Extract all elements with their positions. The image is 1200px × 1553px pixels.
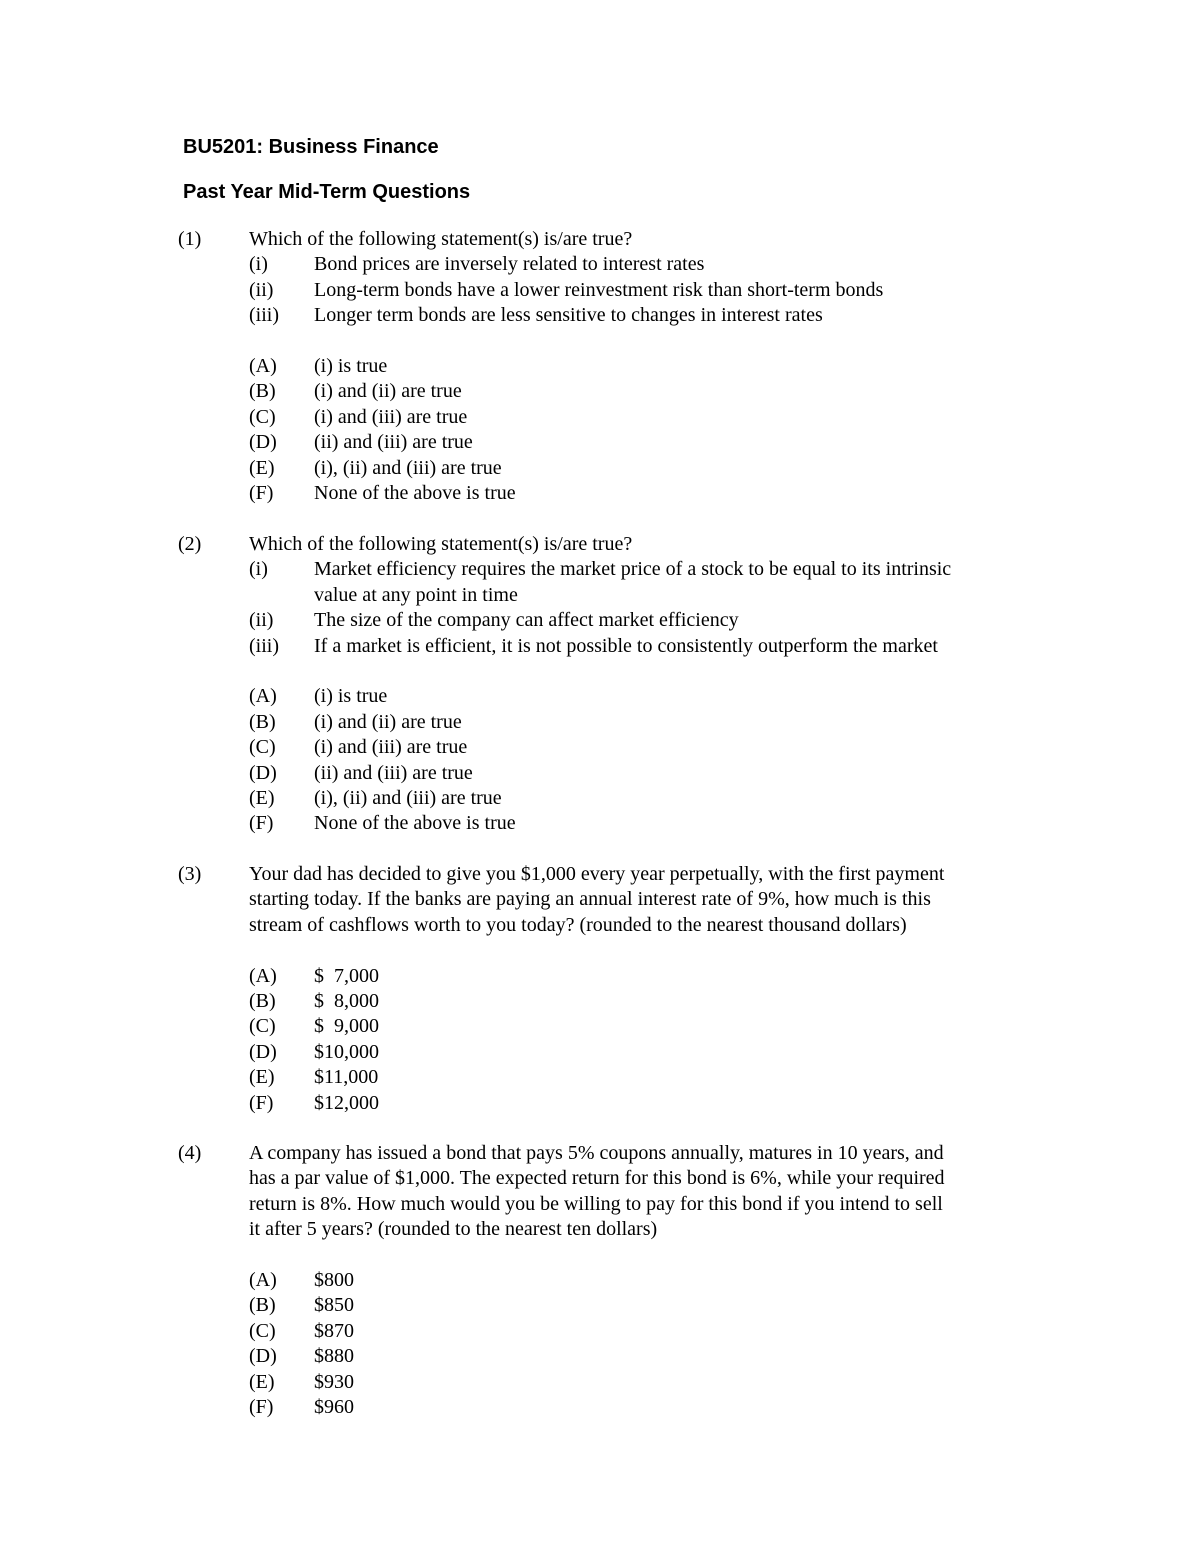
option-text: $870 — [314, 1319, 354, 1342]
answer-option — [0, 786, 1200, 811]
question-text-row — [0, 1192, 1200, 1217]
question-text: return is 8%. How much would you be willing to pay for this bond if you intend to sell — [249, 1192, 943, 1215]
option-text: $ 8,000 — [314, 989, 379, 1012]
section-title: Past Year Mid-Term Questions — [183, 181, 471, 203]
option-text: (ii) and (iii) are true — [314, 761, 473, 784]
statement-row — [0, 303, 1200, 328]
option-label: (B) — [249, 989, 276, 1012]
statement-label: (i) — [249, 253, 268, 276]
question-number: (1) — [178, 228, 202, 250]
spacer — [0, 329, 1200, 354]
statement-text: If a market is efficient, it is not possible to consistently outperform the market — [314, 634, 938, 657]
answer-option — [0, 735, 1200, 760]
option-label: (E) — [249, 456, 275, 479]
answer-option — [0, 1014, 1200, 1039]
option-label: (B) — [249, 1294, 276, 1317]
spacer — [0, 938, 1200, 963]
answer-option — [0, 989, 1200, 1014]
option-text: (ii) and (iii) are true — [314, 431, 473, 454]
statement-label: (iii) — [249, 634, 279, 657]
question-1 — [0, 227, 1200, 506]
option-label: (D) — [249, 761, 277, 784]
option-label: (D) — [249, 431, 277, 454]
option-label: (E) — [249, 1066, 275, 1089]
answer-option — [0, 405, 1200, 430]
option-text: $800 — [314, 1268, 354, 1291]
option-text: None of the above is true — [314, 812, 516, 835]
option-text: $10,000 — [314, 1040, 379, 1063]
statement-text: Longer term bonds are less sensitive to changes in interest rates — [314, 304, 823, 327]
answer-option — [0, 1091, 1200, 1116]
option-label: (C) — [249, 1015, 276, 1038]
statement-row — [0, 583, 1200, 608]
question-number: (3) — [178, 863, 202, 885]
option-label: (E) — [249, 786, 275, 809]
option-label: (A) — [249, 964, 277, 987]
option-text: $880 — [314, 1345, 354, 1368]
question-text: Which of the following statement(s) is/are true? — [249, 533, 633, 555]
option-text: (i) is true — [314, 685, 388, 708]
option-label: (F) — [249, 1091, 274, 1114]
option-text: $ 7,000 — [314, 964, 379, 987]
answer-option — [0, 1268, 1200, 1293]
option-label: (C) — [249, 405, 276, 428]
option-text: $930 — [314, 1370, 354, 1393]
question-text-row — [0, 1141, 1200, 1166]
answer-option — [0, 456, 1200, 481]
option-text: (i) and (iii) are true — [314, 405, 468, 428]
answer-option — [0, 1293, 1200, 1318]
option-label: (B) — [249, 710, 276, 733]
option-text: (i), (ii) and (iii) are true — [314, 456, 502, 479]
question-text-row — [0, 532, 1200, 557]
question-text-row — [0, 862, 1200, 887]
statement-text: Long-term bonds have a lower reinvestment risk than short-term bonds — [314, 278, 884, 301]
answer-option — [0, 710, 1200, 735]
statement-label: (ii) — [249, 609, 274, 632]
spacer — [0, 659, 1200, 684]
answer-option — [0, 684, 1200, 709]
question-text-row — [0, 1166, 1200, 1191]
option-label: (F) — [249, 812, 274, 835]
question-text-row — [0, 1217, 1200, 1242]
question-text: A company has issued a bond that pays 5% coupons annually, matures in 10 years, and — [249, 1142, 944, 1164]
option-label: (C) — [249, 736, 276, 759]
statement-row — [0, 252, 1200, 277]
question-2 — [0, 532, 1200, 837]
option-label: (D) — [249, 1345, 277, 1368]
answer-option — [0, 481, 1200, 506]
statement-text: Bond prices are inversely related to interest rates — [314, 253, 705, 276]
option-label: (A) — [249, 354, 277, 377]
question-text: starting today. If the banks are paying an annual interest rate of 9%, how much is this — [249, 888, 931, 911]
question-text: Your dad has decided to give you $1,000 every year perpetually, with the first payment — [249, 863, 945, 885]
answer-option — [0, 430, 1200, 455]
question-number: (2) — [178, 533, 202, 555]
option-label: (D) — [249, 1040, 277, 1063]
question-text-row — [0, 227, 1200, 252]
option-label: (A) — [249, 1268, 277, 1291]
answer-option — [0, 761, 1200, 786]
option-text: $12,000 — [314, 1091, 379, 1114]
statement-row — [0, 557, 1200, 582]
question-text: it after 5 years? (rounded to the nearest ten dollars) — [249, 1218, 658, 1241]
statement-text: value at any point in time — [314, 583, 518, 606]
option-label: (B) — [249, 380, 276, 403]
answer-option — [0, 1395, 1200, 1420]
statement-label: (iii) — [249, 304, 279, 327]
question-4 — [0, 1141, 1200, 1420]
statement-row — [0, 608, 1200, 633]
statement-label: (i) — [249, 558, 268, 581]
answer-option — [0, 811, 1200, 836]
answer-option — [0, 354, 1200, 379]
option-text: (i) and (ii) are true — [314, 710, 462, 733]
option-text: None of the above is true — [314, 481, 516, 504]
question-text-row — [0, 913, 1200, 938]
statement-row — [0, 278, 1200, 303]
answer-option — [0, 1065, 1200, 1090]
option-label: (A) — [249, 685, 277, 708]
option-text: $ 9,000 — [314, 1015, 379, 1038]
option-text: $11,000 — [314, 1066, 379, 1089]
statement-row — [0, 634, 1200, 659]
question-number: (4) — [178, 1142, 202, 1164]
question-text: stream of cashflows worth to you today? (rounded to the nearest thousand dollars) — [249, 913, 907, 936]
statement-text: Market efficiency requires the market price of a stock to be equal to its intrinsic — [314, 558, 952, 581]
answer-option — [0, 1344, 1200, 1369]
question-text: Which of the following statement(s) is/are true? — [249, 228, 633, 250]
option-text: (i) and (iii) are true — [314, 736, 468, 759]
option-text: $850 — [314, 1294, 354, 1317]
answer-option — [0, 1319, 1200, 1344]
option-label: (E) — [249, 1370, 275, 1393]
answer-option — [0, 964, 1200, 989]
course-title: BU5201: Business Finance — [183, 136, 439, 158]
answer-option — [0, 1040, 1200, 1065]
spacer — [0, 1243, 1200, 1268]
option-label: (C) — [249, 1319, 276, 1342]
option-text: (i), (ii) and (iii) are true — [314, 786, 502, 809]
option-text: (i) is true — [314, 354, 388, 377]
option-text: $960 — [314, 1395, 354, 1418]
option-label: (F) — [249, 1395, 274, 1418]
question-3 — [0, 862, 1200, 1116]
statement-label: (ii) — [249, 278, 274, 301]
answer-option — [0, 379, 1200, 404]
option-text: (i) and (ii) are true — [314, 380, 462, 403]
question-text: has a par value of $1,000. The expected return for this bond is 6%, while your required — [249, 1167, 945, 1190]
answer-option — [0, 1370, 1200, 1395]
statement-text: The size of the company can affect market efficiency — [314, 609, 739, 632]
question-text-row — [0, 887, 1200, 912]
option-label: (F) — [249, 481, 274, 504]
